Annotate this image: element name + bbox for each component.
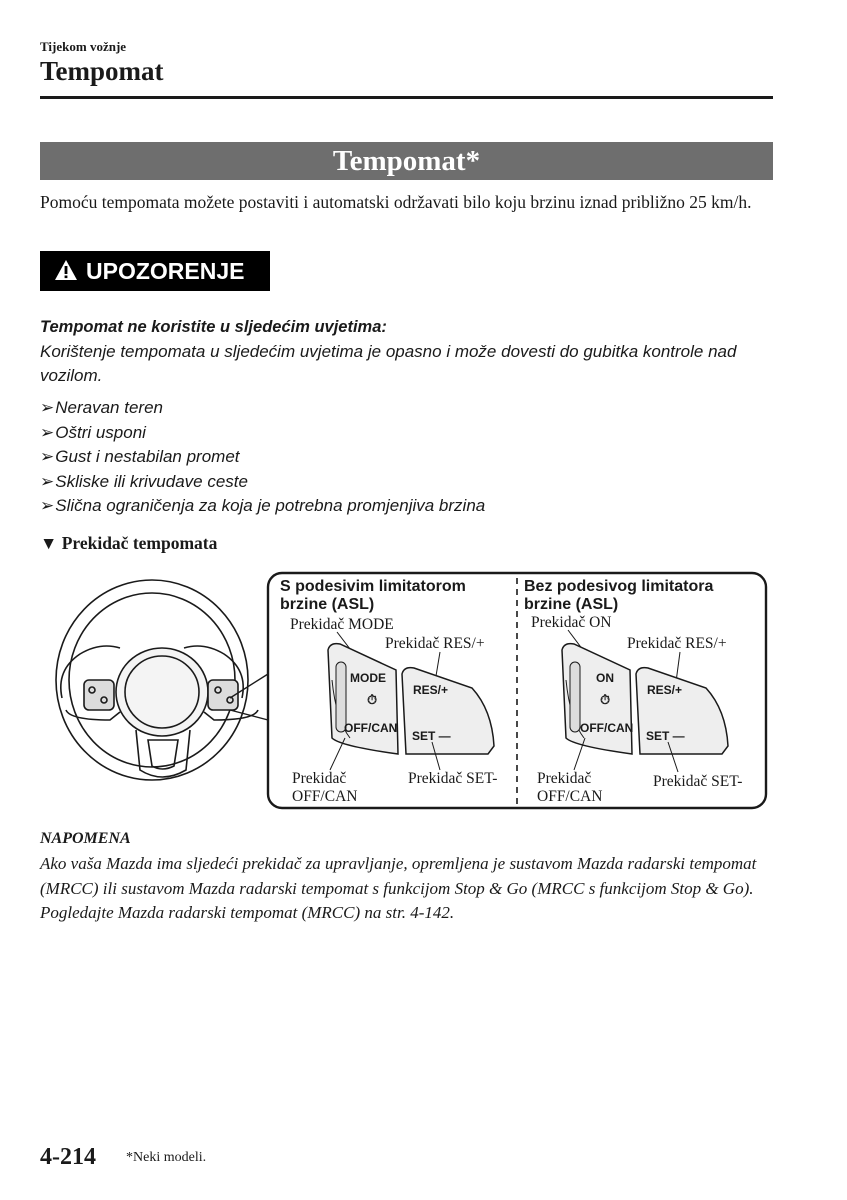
res-plus-button: RES/+ bbox=[413, 683, 449, 697]
list-item bbox=[40, 445, 485, 470]
intro-paragraph: Pomoću tempomata možete postaviti i automatski održavati bilo koju brzinu iznad približno 25 km/h. bbox=[40, 192, 752, 212]
list-item-text: Oštri usponi bbox=[55, 422, 146, 442]
warning-list bbox=[40, 396, 485, 519]
list-item-text: Skliske ili krivudave ceste bbox=[55, 471, 248, 491]
warning-heading: Tempomat ne koristite u sljedećim uvjetima: bbox=[40, 318, 387, 336]
label-offcan-line2-right: OFF/CAN bbox=[537, 788, 603, 805]
steering-wheel-illustration bbox=[56, 580, 258, 780]
arrow-bullet-icon: ➢ bbox=[40, 471, 55, 491]
asl-title-line2: brzine (ASL) bbox=[280, 596, 375, 613]
note-body bbox=[40, 852, 800, 926]
cruise-icon: ⏱ bbox=[600, 692, 611, 707]
label-res-switch-right: Prekidač RES/+ bbox=[627, 635, 727, 652]
label-offcan-line1-right: Prekidač bbox=[537, 770, 592, 787]
label-mode-switch: Prekidač MODE bbox=[290, 616, 394, 633]
warning-triangle-icon bbox=[54, 259, 78, 281]
label-set-switch-right: Prekidač SET- bbox=[653, 773, 743, 790]
list-item-text: Slična ograničenja za koja je potrebna promjenjiva brzina bbox=[55, 496, 486, 515]
list-item-text: Gust i nestabilan promet bbox=[55, 447, 240, 466]
set-minus-button-right: SET — bbox=[646, 729, 685, 743]
no-asl-title-line2: brzine (ASL) bbox=[524, 596, 619, 613]
res-plus-button-right: RES/+ bbox=[647, 683, 683, 697]
title-divider bbox=[40, 96, 773, 99]
list-item bbox=[40, 396, 485, 421]
label-offcan-line1: Prekidač bbox=[292, 770, 347, 787]
arrow-bullet-icon: ➢ bbox=[40, 496, 55, 515]
note-heading: NAPOMENA bbox=[40, 830, 131, 847]
mode-button: MODE bbox=[350, 671, 386, 685]
cruise-control-switch-diagram bbox=[40, 570, 770, 815]
warning-label: UPOZORENJE bbox=[86, 258, 245, 284]
section-label: Tijekom vožnje bbox=[40, 39, 127, 54]
offcan-button: OFF/CAN bbox=[344, 721, 398, 735]
section-banner: Tempomat* bbox=[40, 142, 773, 180]
warning-text: Korištenje tempomata u sljedećim uvjetima je opasno i može dovesti do gubitka kontrole nad vozilom. bbox=[40, 342, 737, 385]
list-item-text: Neravan teren bbox=[55, 398, 163, 417]
arrow-bullet-icon: ➢ bbox=[40, 422, 55, 442]
page-title: Tempomat bbox=[40, 56, 164, 86]
arrow-bullet-icon: ➢ bbox=[40, 398, 55, 417]
list-item bbox=[40, 494, 485, 519]
switch-section-heading: ▼ Prekidač tempomata bbox=[40, 533, 218, 553]
list-item bbox=[40, 470, 485, 495]
offcan-button-right: OFF/CAN bbox=[580, 721, 634, 735]
label-on-switch: Prekidač ON bbox=[531, 614, 612, 631]
on-button: ON bbox=[596, 671, 614, 685]
note-paragraph: Ako vaša Mazda ima sljedeći prekidač za upravljanje, opremljena je sustavom Mazda radarski tempomat (MRCC) ili sustavom Mazda radarski tempomat s funkcijom Stop & Go (MRCC s funkcijom Stop & Go). bbox=[40, 854, 757, 898]
footnote: *Neki modeli. bbox=[126, 1150, 207, 1165]
label-res-switch: Prekidač RES/+ bbox=[385, 635, 485, 652]
label-offcan-line2: OFF/CAN bbox=[292, 788, 358, 805]
set-minus-button: SET — bbox=[412, 729, 451, 743]
note-reference: Pogledajte Mazda radarski tempomat (MRCC) na str. 4-142. bbox=[40, 903, 455, 922]
arrow-bullet-icon: ➢ bbox=[40, 447, 55, 466]
no-asl-title-line1: Bez podesivog limitatora bbox=[524, 578, 714, 595]
page-number: 4-214 bbox=[40, 1144, 96, 1170]
asl-title-line1: S podesivim limitatorom bbox=[280, 578, 466, 595]
warning-badge bbox=[40, 251, 270, 291]
list-item bbox=[40, 421, 485, 446]
label-set-switch: Prekidač SET- bbox=[408, 770, 498, 787]
cruise-icon: ⏱ bbox=[367, 692, 378, 707]
